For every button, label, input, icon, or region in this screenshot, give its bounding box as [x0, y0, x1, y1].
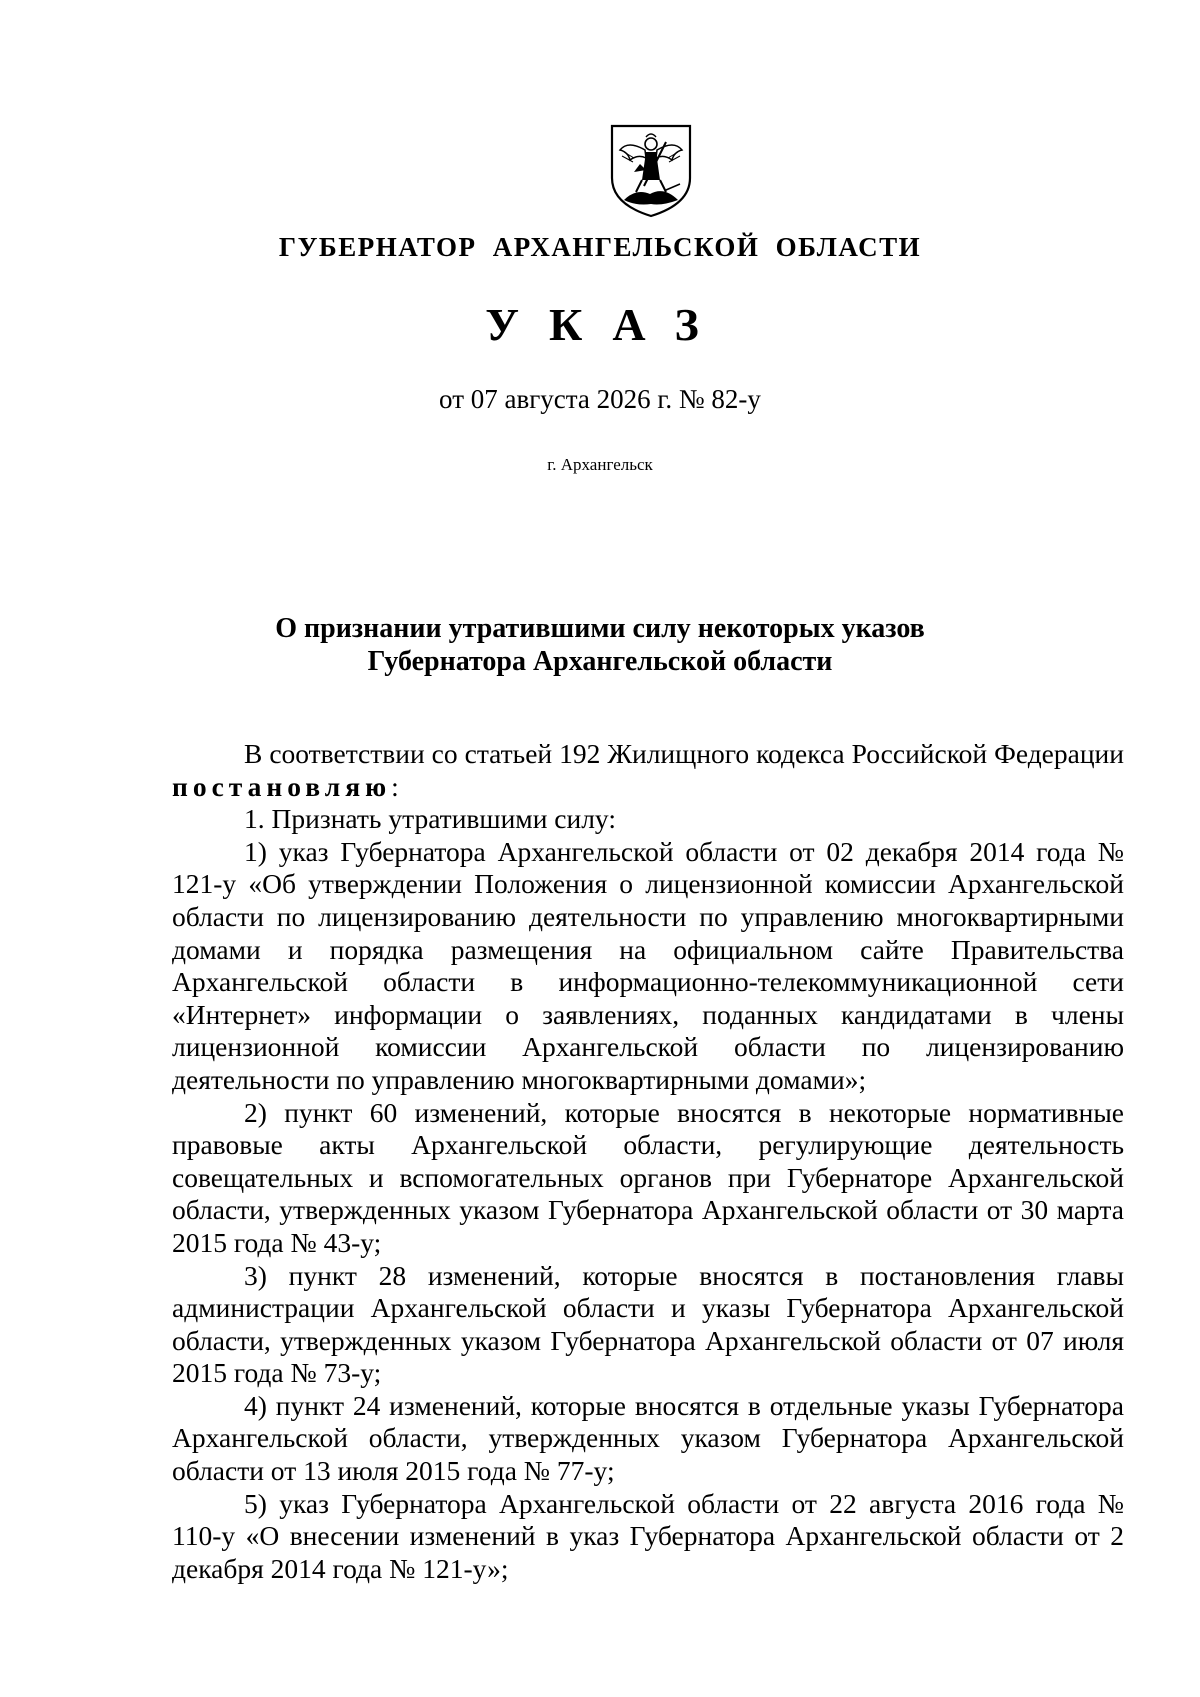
- decree-colon: :: [391, 770, 399, 802]
- preamble-paragraph: [172, 738, 1124, 803]
- sub-item-2: 2) пункт 60 изменений, которые вносятся в некоторые нормативные правовые акты Архангельской области, регулирующие деятельность совещательных и вспомогательных органов при Губернаторе Архангельской области, утвержденных указом Губернатора Архангельской области от 30 марта 2015 года № 43-у;: [172, 1096, 1124, 1258]
- item-1: 1. Признать утратившими силу:: [244, 803, 616, 835]
- sub-item-3: 3) пункт 28 изменений, которые вносятся в постановления главы администрации Архангельской области и указы Губернатора Архангельской области, утвержденных указом Губернатора Архангельской области от 07 июля 2015 года № 73-у;: [172, 1259, 1124, 1389]
- document-place: г. Архангельск: [547, 455, 653, 474]
- document-type: УКАЗ: [485, 299, 729, 350]
- decree-word: постановляю: [172, 770, 392, 802]
- coat-of-arms-icon: [606, 120, 696, 220]
- document-body: [172, 738, 1124, 1585]
- preamble-text: В соответствии со статьей 192 Жилищного кодекса Российской Федерации: [244, 738, 1124, 769]
- document-title-line-2: Губернатора Архангельской области: [367, 646, 833, 677]
- sub-item-1: 1) указ Губернатора Архангельской области от 02 декабря 2014 года № 121-у «Об утверждении Положения о лицензионной комиссии Архангельской области по лицензированию деятельности по управлению многоквартирными домами и порядка размещения на официальном сайте Правительства Архангельской области в информационно-телекоммуникационной сети «Интернет» информации о заявлениях, поданных кандидатами в члены лицензионной комиссии Архангельской области по лицензированию деятельности по управлению многоквартирными домами»;: [172, 835, 1124, 1095]
- document-date-number: от 07 августа 2026 г. № 82-у: [439, 384, 761, 414]
- sub-item-4: 4) пункт 24 изменений, которые вносятся в отдельные указы Губернатора Архангельской области, утвержденных указом Губернатора Архангельской области от 13 июля 2015 года № 77-у;: [172, 1389, 1124, 1487]
- document-title-line-1: О признании утратившими силу некоторых указов: [275, 613, 925, 644]
- document-title: [0, 612, 1200, 678]
- sub-item-5: 5) указ Губернатора Архангельской области от 22 августа 2016 года № 110-у «О внесении изменений в указ Губернатора Архангельской области от 2 декабря 2014 года № 121-у»;: [172, 1487, 1124, 1584]
- issuing-authority: ГУБЕРНАТОР АРХАНГЕЛЬСКОЙ ОБЛАСТИ: [278, 232, 922, 262]
